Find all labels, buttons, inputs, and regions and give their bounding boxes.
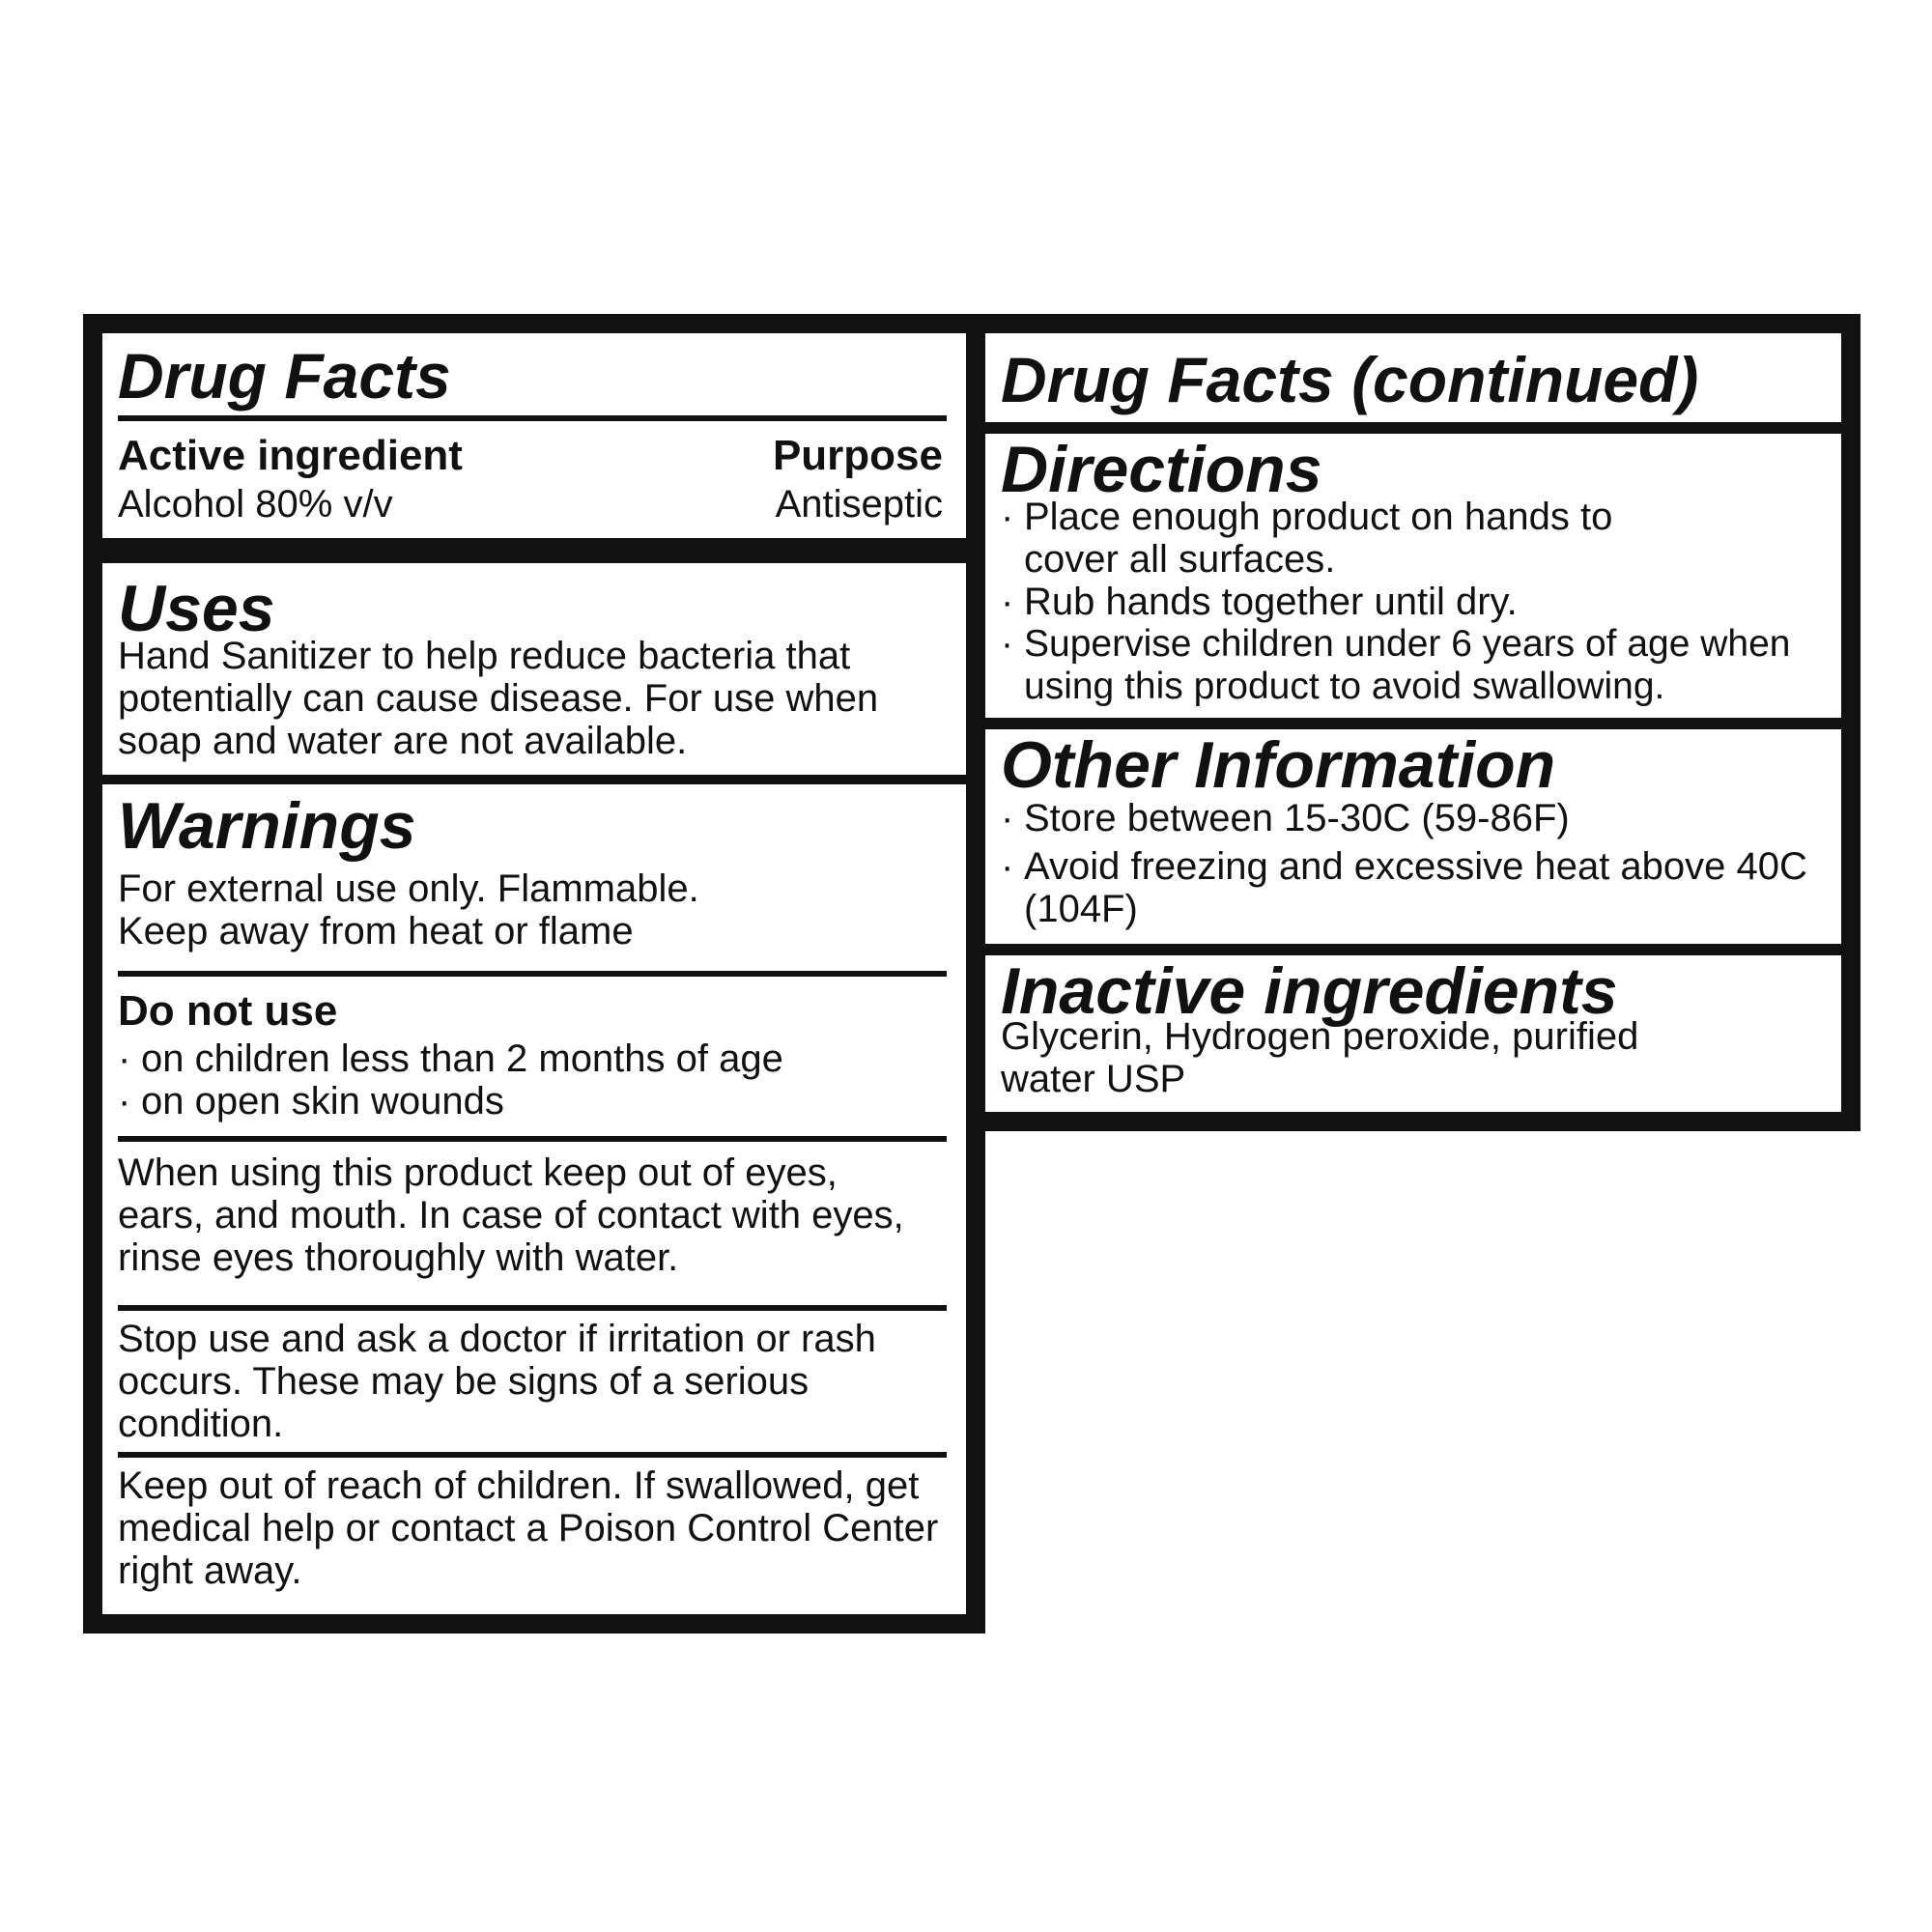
list-item: · Place enough product on hands to cover all surfaces. <box>1001 496 1623 581</box>
inactive-ingredients-heading: Inactive ingredients <box>1001 955 1618 1028</box>
warnings-divider-3 <box>118 1305 947 1311</box>
drug-facts-continued-title: Drug Facts (continued) <box>1001 344 1699 415</box>
warnings-divider-4 <box>118 1452 947 1458</box>
purpose-value: Antiseptic <box>775 483 943 526</box>
other-information-list <box>1001 797 1832 930</box>
warnings-divider-2 <box>118 1136 947 1142</box>
uses-heading: Uses <box>118 572 275 645</box>
list-item: · Avoid freezing and excessive heat above 40C (104F) <box>1001 845 1832 930</box>
continued-title-box <box>985 333 1841 422</box>
directions-heading: Directions <box>1001 434 1322 506</box>
inactive-ingredients-box <box>985 955 1841 1112</box>
drug-facts-header-box <box>102 333 966 538</box>
do-not-use-heading: Do not use <box>118 987 338 1035</box>
purpose-heading: Purpose <box>772 432 943 479</box>
warnings-line-1: For external use only. Flammable. <box>118 867 699 910</box>
other-information-box <box>985 729 1841 944</box>
list-item: · Supervise children under 6 years of age when using this product to avoid swallowing. <box>1001 623 1841 708</box>
directions-list <box>1001 496 1832 708</box>
list-item: · on children less than 2 months of age <box>118 1037 947 1080</box>
stop-use-text: Stop use and ask a doctor if irritation or rash occurs. These may be signs of a serious condition. <box>118 1318 876 1445</box>
list-item: · Store between 15-30C (59-86F) <box>1001 797 1832 839</box>
warnings-box <box>102 784 966 1614</box>
active-ingredient-value: Alcohol 80% v/v <box>118 483 393 526</box>
warnings-heading: Warnings <box>118 789 416 863</box>
active-ingredient-heading: Active ingredient <box>118 432 463 479</box>
list-item: · on open skin wounds <box>118 1080 947 1122</box>
drug-facts-title: Drug Facts <box>118 340 451 412</box>
warnings-divider-1 <box>118 971 947 977</box>
uses-text: Hand Sanitizer to help reduce bacteria that potentially can cause disease. For use when soap and water are not available. <box>118 635 879 762</box>
list-item: · Rub hands together until dry. <box>1001 581 1832 623</box>
when-using-text: When using this product keep out of eyes, ears, and mouth. In case of contact with eyes, rinse eyes thoroughly with water. <box>118 1151 904 1279</box>
keep-out-text: Keep out of reach of children. If swallowed, get medical help or contact a Poison Control Center right away. <box>118 1464 939 1592</box>
uses-box <box>102 563 966 775</box>
do-not-use-list <box>118 1037 947 1122</box>
directions-box <box>985 434 1841 718</box>
warnings-line-2: Keep away from heat or flame <box>118 910 634 952</box>
title-divider <box>118 415 947 421</box>
inactive-ingredients-text: Glycerin, Hydrogen peroxide, purified water USP <box>1001 1015 1639 1100</box>
other-information-heading: Other Information <box>1001 729 1556 802</box>
